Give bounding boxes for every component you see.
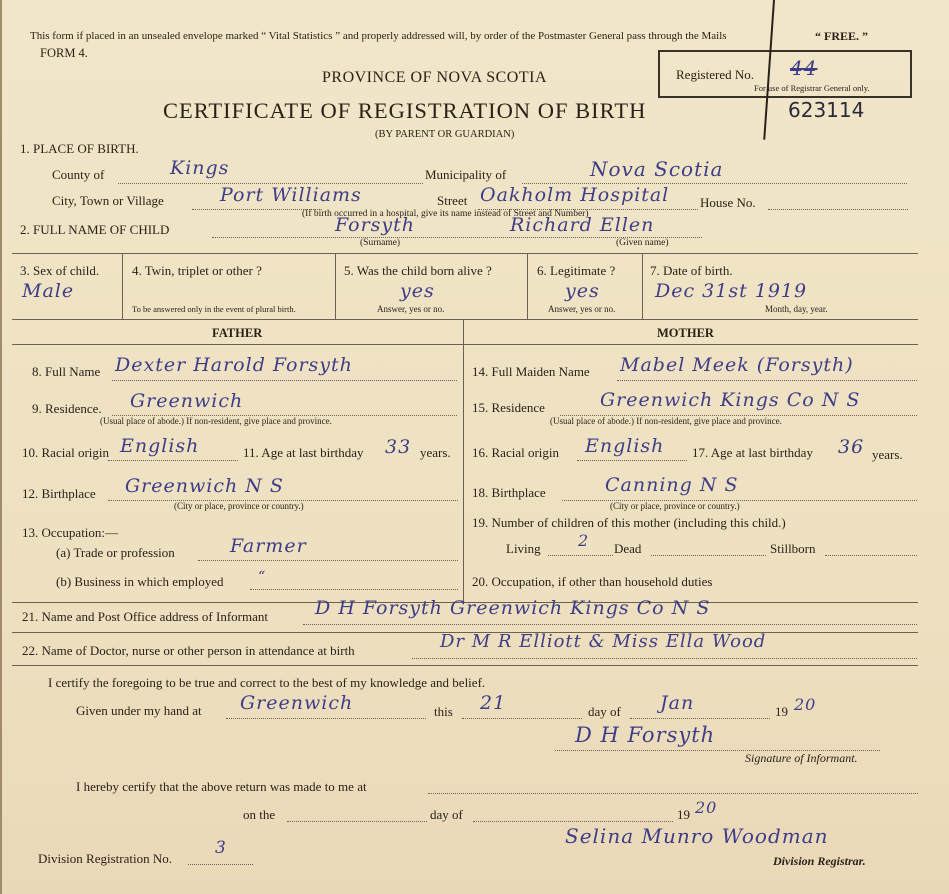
mother-age-unit: years. <box>872 447 903 462</box>
father-birthplace-value: Greenwich N S <box>125 475 284 497</box>
county-value: Kings <box>170 157 230 179</box>
father-birthplace-label: 12. Birthplace <box>22 486 96 501</box>
business-value: “ <box>258 569 267 585</box>
father-age-unit: years. <box>420 445 451 460</box>
house-number-label: House No. <box>700 195 756 210</box>
trade-value: Farmer <box>230 535 307 557</box>
father-race-label: 10. Racial origin <box>22 445 110 460</box>
mother-name-value: Mabel Meek (Forsyth) <box>620 354 854 376</box>
street-value: Oakholm Hospital <box>480 184 670 206</box>
sex-value: Male <box>22 280 75 302</box>
born-alive-label: 5. Was the child born alive ? <box>344 263 492 278</box>
father-residence-label: 9. Residence. <box>32 401 102 416</box>
registrar-statement: I hereby certify that the above return was made to me at <box>76 779 367 794</box>
given-place-value: Greenwich <box>240 692 354 714</box>
mother-age-label: 17. Age at last birthday <box>692 445 813 460</box>
mother-heading: MOTHER <box>657 326 714 340</box>
father-residence-note: (Usual place of abode.) If non-resident, give place and province. <box>100 416 332 426</box>
father-name-value: Dexter Harold Forsyth <box>115 354 353 376</box>
registered-value: 44 <box>790 56 818 80</box>
twin-note: To be answered only in the event of plural birth. <box>132 304 296 314</box>
informant-label: 21. Name and Post Office address of Informant <box>22 609 268 624</box>
given-month-value: Jan <box>660 692 695 714</box>
division-registration-label: Division Registration No. <box>38 851 172 866</box>
given-year-value: 20 <box>794 695 817 714</box>
column-divider <box>463 319 464 602</box>
father-name-label: 8. Full Name <box>32 364 101 379</box>
postal-notice-free: “ FREE. ” <box>815 29 869 43</box>
living-value: 2 <box>578 531 590 550</box>
father-residence-value: Greenwich <box>130 390 244 412</box>
occupation-label: 13. Occupation:— <box>22 525 119 540</box>
certificate-title: CERTIFICATE OF REGISTRATION OF BIRTH <box>163 98 647 123</box>
division-registration-value: 3 <box>215 838 227 858</box>
given-year-prefix: 19 <box>775 704 788 719</box>
stamp-number: 623114 <box>788 98 865 122</box>
municipality-label: Municipality of <box>425 167 507 182</box>
given-under-label: Given under my hand at <box>76 703 202 718</box>
sex-label: 3. Sex of child. <box>20 263 100 278</box>
informant-signature: D H Forsyth <box>575 723 716 747</box>
form-number: FORM 4. <box>40 46 88 60</box>
mother-residence-note: (Usual place of abode.) If non-resident, give place and province. <box>550 416 782 426</box>
living-label: Living <box>506 541 541 556</box>
legitimate-label: 6. Legitimate ? <box>537 263 616 278</box>
registered-label: Registered No. <box>676 67 754 82</box>
city-value: Port Williams <box>220 184 362 206</box>
child-name-label: 2. FULL NAME OF CHILD <box>20 222 170 237</box>
given-name-caption: (Given name) <box>616 238 669 248</box>
trade-label: (a) Trade or profession <box>56 545 175 560</box>
legitimate-value: yes <box>565 280 600 302</box>
hospital-note: (If birth occurred in a hospital, give its name instead of Street and Number) <box>302 209 589 219</box>
child-given-value: Richard Ellen <box>510 214 655 236</box>
doctor-value: Dr M R Elliott & Miss Ella Wood <box>440 631 767 652</box>
born-alive-value: yes <box>400 280 435 302</box>
father-age-label: 11. Age at last birthday <box>243 445 364 460</box>
place-of-birth-heading: 1. PLACE OF BIRTH. <box>20 141 139 156</box>
twin-label: 4. Twin, triplet or other ? <box>132 263 262 278</box>
doctor-label: 22. Name of Doctor, nurse or other person in attendance at birth <box>22 643 355 658</box>
city-label: City, Town or Village <box>52 193 164 208</box>
mother-birthplace-value: Canning N S <box>605 474 739 496</box>
surname-caption: (Surname) <box>360 238 401 248</box>
dead-label: Dead <box>614 541 642 556</box>
street-label: Street <box>437 193 468 208</box>
informant-value: D H Forsyth Greenwich Kings Co N S <box>315 597 711 619</box>
father-age-value: 33 <box>385 436 412 458</box>
given-day-of-label: day of <box>588 704 621 719</box>
registrar-only-note: For use of Registrar General only. <box>754 83 870 93</box>
registrar-year-value: 20 <box>695 798 718 817</box>
province-heading: PROVINCE OF NOVA SCOTIA <box>322 69 548 86</box>
this-label: this <box>434 704 453 719</box>
registrar-on-the-label: on the <box>243 807 276 822</box>
mother-name-label: 14. Full Maiden Name <box>472 364 590 379</box>
mother-occupation-label: 20. Occupation, if other than household duties <box>472 574 713 589</box>
certificate-subtitle: (BY PARENT OR GUARDIAN) <box>375 129 515 140</box>
county-label: County of <box>52 167 105 182</box>
postal-notice: This form if placed in an unsealed envelope marked “ Vital Statistics ” and properly addressed will, by order of the Postmaster General pass through the Mails <box>30 30 727 42</box>
registrar-signature: Selina Munro Woodman <box>565 824 829 848</box>
row-divider <box>12 253 918 254</box>
legitimate-note: Answer, yes or no. <box>548 304 616 314</box>
registered-number-box <box>658 50 912 98</box>
father-heading: FATHER <box>212 326 263 340</box>
registrar-year-prefix: 19 <box>677 807 690 822</box>
dob-value: Dec 31st 1919 <box>655 280 808 302</box>
mother-birthplace-label: 18. Birthplace <box>472 485 546 500</box>
dob-note: Month, day, year. <box>765 304 828 314</box>
page-edge <box>0 0 2 894</box>
mother-residence-label: 15. Residence <box>472 400 545 415</box>
mother-residence-value: Greenwich Kings Co N S <box>600 389 861 411</box>
children-count-label: 19. Number of children of this mother (including this child.) <box>472 515 786 530</box>
father-birthplace-note: (City or place, province or country.) <box>174 501 304 511</box>
municipality-value: Nova Scotia <box>590 157 724 181</box>
registrar-day-of-label: day of <box>430 807 463 822</box>
stillborn-label: Stillborn <box>770 541 816 556</box>
business-label: (b) Business in which employed <box>56 574 224 589</box>
certification-statement: I certify the foregoing to be true and correct to the best of my knowledge and belief. <box>48 675 486 690</box>
registrar-signature-caption: Division Registrar. <box>773 854 866 868</box>
child-surname-value: Forsyth <box>335 214 416 236</box>
dob-label: 7. Date of birth. <box>650 263 733 278</box>
father-race-value: English <box>120 435 200 457</box>
given-day-value: 21 <box>480 692 507 714</box>
mother-age-value: 36 <box>838 436 865 458</box>
mother-race-value: English <box>585 435 665 457</box>
informant-signature-caption: Signature of Informant. <box>745 751 858 765</box>
mother-birthplace-note: (City or place, province or country.) <box>610 501 740 511</box>
mother-race-label: 16. Racial origin <box>472 445 560 460</box>
born-alive-note: Answer, yes or no. <box>377 304 445 314</box>
